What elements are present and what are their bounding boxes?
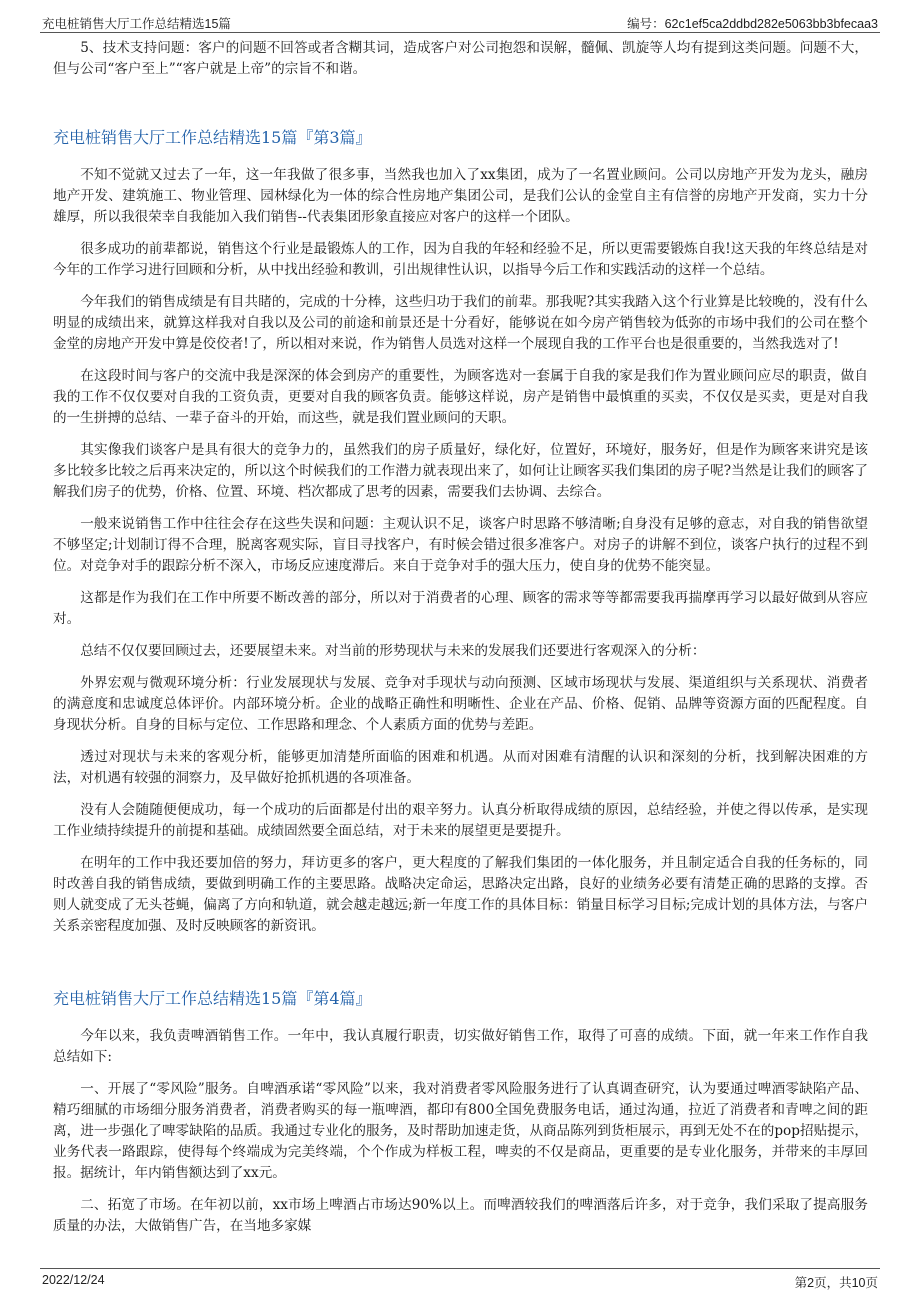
section-spacer	[53, 948, 868, 988]
header-doc-id: 编号：62c1ef5ca2ddbd282e5063bb3bfecaa3	[627, 17, 878, 31]
paragraph: 在这段时间与客户的交流中我是深深的体会到房产的重要性，为顾客选对一套属于自我的家是我们作为置业顾问应尽的职责，做自我的工作不仅仅要对自我的工资负责，更要对自我的顾客负责。能够这样说，房产是销售中最慎重的买卖，不仅仅是买卖，更是对自我的一生拼搏的总结、一辈子奋斗的开始，而这些，就是我们置业顾问的天职。	[53, 368, 868, 426]
paragraph: 一般来说销售工作中往往会存在这些失误和问题：主观认识不足，谈客户时思路不够清晰;自身没有足够的意志，对自我的销售欲望不够坚定;计划制订得不合理，脱离客观实际，盲目寻找客户，有时候会错过很多准客户。对房子的讲解不到位，谈客户执行的过程不到位。对竞争对手的跟踪分析不深入，市场反应速度滞后。来自于竞争对手的强大压力，使自身的优势不能突显。	[53, 516, 868, 574]
page-header	[40, 12, 880, 33]
section-spacer	[53, 91, 868, 127]
page-footer	[40, 1268, 880, 1291]
section-heading-4: 充电桩销售大厅工作总结精选15篇『第4篇』	[53, 989, 372, 1008]
paragraph: 透过对现状与未来的客观分析，能够更加清楚所面临的困难和机遇。从而对困难有清醒的认识和深刻的分析，找到解决困难的方法，对机遇有较强的洞察力，及早做好抢抓机遇的各项准备。	[53, 749, 868, 786]
paragraph: 今年以来，我负责啤酒销售工作。一年中，我认真履行职责，切实做好销售工作，取得了可喜的成绩。下面，就一年来工作作自我总结如下:	[53, 1028, 868, 1065]
header-doc-title: 充电桩销售大厅工作总结精选15篇	[42, 17, 231, 31]
paragraph: 没有人会随随便便成功，每一个成功的后面都是付出的艰辛努力。认真分析取得成绩的原因，总结经验，并使之得以传承，是实现工作业绩持续提升的前提和基础。成绩固然要全面总结，对于未来的展望更是要提升。	[53, 802, 868, 839]
paragraph: 外界宏观与微观环境分析：行业发展现状与发展、竞争对手现状与动向预测、区域市场现状与发展、渠道组织与关系现状、消费者的满意度和忠诚度总体评价。内部环境分析。企业的战略正确性和明晰性、企业在产品、价格、促销、品牌等资源方面的匹配程度。自身现状分析。自身的目标与定位、工作思路和理念、个人素质方面的优势与差距。	[53, 675, 868, 733]
paragraph: 总结不仅仅要回顾过去，还要展望未来。对当前的形势现状与未来的发展我们还要进行客观深入的分析：	[80, 643, 706, 659]
document-body	[53, 38, 868, 1248]
paragraph: 不知不觉就又过去了一年，这一年我做了很多事，当然我也加入了xx集团，成为了一名置业顾问。公司以房地产开发为龙头，融房地产开发、建筑施工、物业管理、园林绿化为一体的综合性房地产集团公司，是我们公认的金堂自主有信誉的房地产开发商，实力十分雄厚，所以我很荣幸自我能加入我们销售--代表集团形象直接应对客户的这样一个团队。	[53, 167, 868, 225]
paragraph: 很多成功的前辈都说，销售这个行业是最锻炼人的工作，因为自我的年轻和经验不足，所以更需要锻炼自我!这天我的年终总结是对今年的工作学习进行回顾和分析，从中找出经验和教训，引出规律性认识，以指导今后工作和实践活动的这样一个总结。	[53, 241, 868, 278]
paragraph: 这都是作为我们在工作中所要不断改善的部分，所以对于消费者的心理、顾客的需求等等都需要我再揣摩再学习以最好做到从容应对。	[53, 590, 868, 627]
paragraph: 其实像我们谈客户是具有很大的竞争力的，虽然我们的房子质量好，绿化好，位置好，环境好，服务好，但是作为顾客来讲究是该多比较多比较之后再来决定的，所以这个时候我们的工作潜力就表现出来了，如何让让顾客买我们集团的房子呢?当然是让我们的顾客了解我们房子的优势，价格、位置、环境、档次都成了思考的因素，需要我们去协调、去综合。	[53, 442, 868, 500]
paragraph: 一、开展了“零风险”服务。自啤酒承诺“零风险”以来，我对消费者零风险服务进行了认真调查研究，认为要通过啤酒零缺陷产品、精巧细腻的市场细分服务消费者，消费者购买的每一瓶啤酒，都印有800全国免费服务电话，通过沟通，拉近了消费者和青啤之间的距离，进一步强化了啤零缺陷的品质。我通过专业化的服务，及时帮助加速走货，从商品陈列到货柜展示，再到无处不在的pop招贴提示，业务代表一路跟踪，使得每个终端成为完美终端，个个作成为样板工程，啤卖的不仅是商品，更重要的是专业化服务，并带来的丰厚回报。据统计，年内销售额达到了xx元。	[53, 1081, 868, 1181]
paragraph: 在明年的工作中我还要加倍的努力，拜访更多的客户，更大程度的了解我们集团的一体化服务，并且制定适合自我的任务标的，同时改善自我的销售成绩，要做到明确工作的主要思路。战略决定命运，思路决定出路，良好的业绩务必要有清楚正确的思路的支撑。否则人就变成了无头苍蝇，偏离了方向和轨道，就会越走越远;新一年度工作的具体目标：销量目标学习目标;完成计划的具体方法，与客户关系亲密程度加强、及时反映顾客的新资讯。	[53, 855, 868, 934]
footer-date: 2022/12/24	[42, 1273, 105, 1287]
section-heading-3: 充电桩销售大厅工作总结精选15篇『第3篇』	[53, 128, 372, 147]
paragraph: 今年我们的销售成绩是有目共睹的，完成的十分棒，这些归功于我们的前辈。那我呢?其实我踏入这个行业算是比较晚的，没有什么明显的成绩出来，就算这样我对自我以及公司的前途和前景还是十分看好，能够说在如今房产销售较为低弥的市场中我们的公司在整个金堂的房地产开发中算是佼佼者!了，所以相对来说，作为销售人员选对这样一个展现自我的工作平台也是很重要的，当然我选对了!	[53, 294, 868, 352]
paragraph: 5、技术支持问题：客户的问题不回答或者含糊其词，造成客户对公司抱怨和误解，髓佩、凯旋等人均有提到这类问题。问题不大，但与公司“客户至上”“客户就是上帝”的宗旨不和谐。	[53, 40, 868, 77]
footer-page-number: 第2页，共10页	[794, 1276, 878, 1290]
paragraph: 二、拓宽了市场。在年初以前，xx市场上啤酒占市场达90%以上。而啤酒较我们的啤酒落后许多，对于竞争，我们采取了提高服务质量的办法，大做销售广告，在当地多家媒	[53, 1197, 868, 1234]
